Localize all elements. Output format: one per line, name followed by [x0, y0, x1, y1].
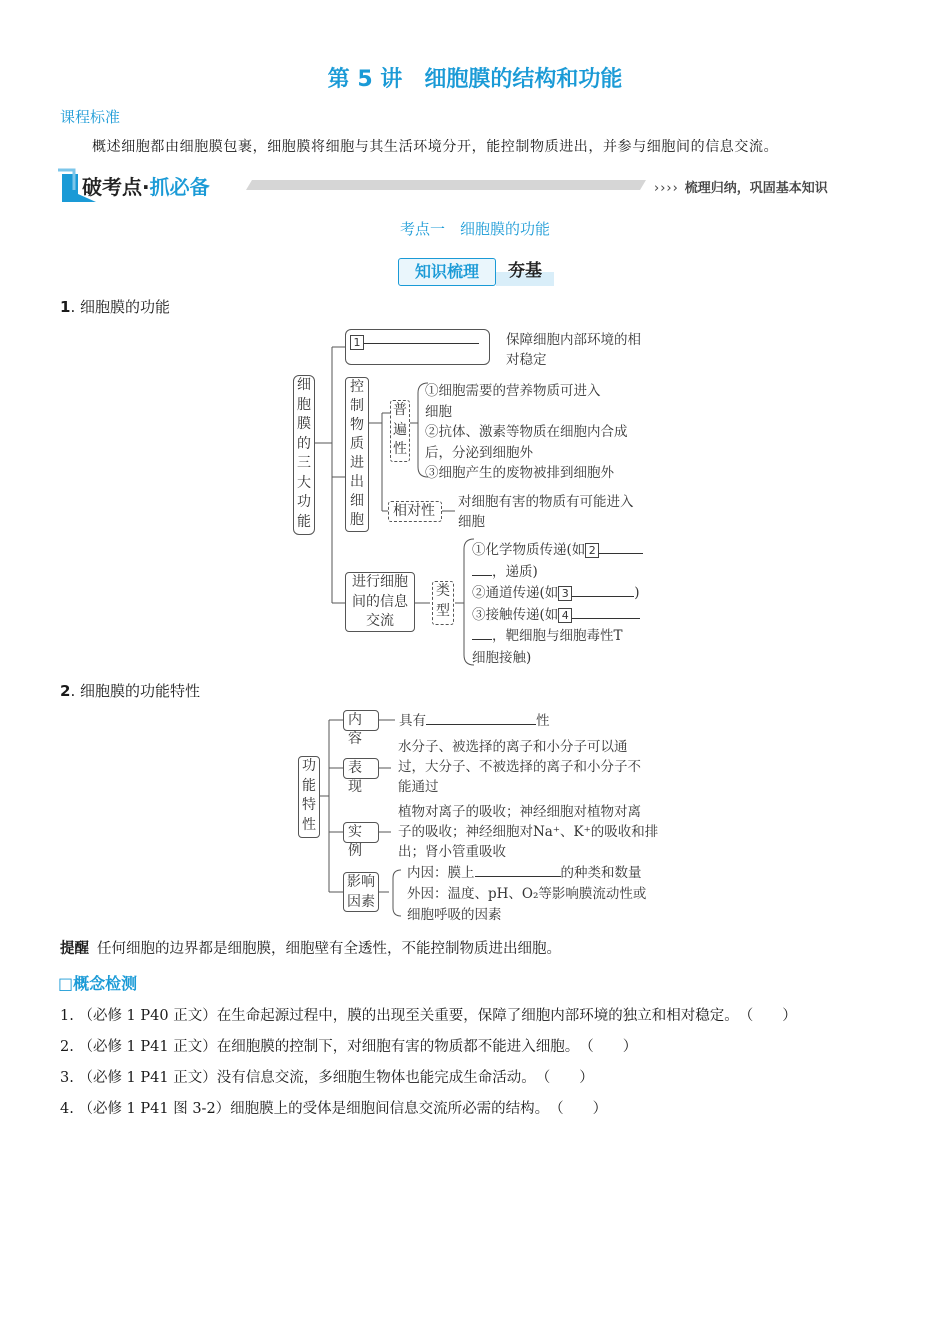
curriculum-label: 课程标准 — [60, 108, 121, 126]
fill-blank-3[interactable] — [572, 583, 634, 597]
curriculum-text: 概述细胞都由细胞膜包裹，细胞膜将细胞与其生活环境分开，能控制物质进出，并参与细胞间的信息交流。 — [92, 139, 779, 155]
blank-number-4: 4 — [558, 608, 572, 623]
question-3: 3. （必修 1 P41 正文）没有信息交流，多细胞生物体也能完成生命活动。（ ） — [60, 1066, 594, 1087]
type-item-1: ①化学物质传递(如 2 — [472, 540, 643, 562]
kaodian-title: 考点一 细胞膜的功能 — [399, 220, 550, 238]
reminder-text: 任何细胞的边界都是细胞膜，细胞壁有全透性，不能控制物质进出细胞。 — [97, 941, 561, 957]
lecture-number: 第 5 讲 — [327, 67, 403, 92]
functional-property-diagram — [295, 708, 665, 930]
concept-check-heading: □概念检测 — [58, 974, 138, 993]
page-title — [0, 62, 950, 93]
blank-number-3: 3 — [558, 586, 572, 601]
section1-heading — [60, 296, 170, 317]
section2-number: 2 — [60, 682, 71, 700]
banner-slogan-group — [654, 177, 828, 196]
root-node-membrane: 细 胞 膜 的 三 大 功 能 — [293, 375, 315, 535]
answer-paren-1[interactable]: （ ） — [738, 1008, 797, 1024]
fill-blank-4b[interactable] — [472, 626, 492, 640]
fill-blank-2a[interactable] — [599, 540, 643, 554]
type-item-3: ③接触传递(如 4 — [472, 605, 643, 627]
relative-desc: 对细胞有害的物质有可能进入 细胞 — [458, 494, 634, 530]
banner-slogan: 梳理归纳，巩固基本知识 — [684, 181, 828, 196]
fill-blank-2b[interactable] — [472, 562, 492, 576]
communication-types — [472, 540, 643, 669]
universal-node: 普 遍 性 — [390, 400, 410, 462]
type-node: 类 型 — [432, 581, 454, 625]
type-item-3-cont: ，靶细胞与细胞毒性T — [472, 626, 643, 648]
reminder-label: 提醒 — [60, 941, 89, 957]
fill-blank-6[interactable] — [475, 863, 561, 877]
lecture-topic: 细胞膜的结构和功能 — [424, 67, 623, 92]
badge-left: 知识梳理 — [398, 258, 496, 286]
badge-right: 夯基 — [496, 258, 554, 286]
question-4: 4. （必修 1 P41 图 3-2）细胞膜上的受体是细胞间信息交流所必需的结构。（ ） — [60, 1097, 607, 1118]
relative-node: 相对性 — [388, 501, 442, 522]
type-item-1-cont: ，递质) — [472, 562, 643, 584]
show-text: 水分子、被选择的离子和小分子可以通 过，大分子、不被选择的离子和小分子不 能通过 — [398, 739, 641, 795]
factor-node: 影响 因素 — [343, 872, 379, 912]
example-node: 实例 — [343, 822, 379, 843]
blank-number-1: 1 — [350, 335, 364, 350]
reminder — [60, 937, 561, 958]
section2-heading — [60, 680, 200, 701]
branch3-communication-node: 进行细胞 间的信息 交流 — [345, 572, 415, 632]
banner-arrows: ›››› — [654, 181, 679, 196]
outer-factor: 外因：温度、pH、O₂等影响膜流动性或 细胞呼吸的因素 — [407, 886, 647, 923]
answer-paren-3[interactable]: （ ） — [535, 1070, 594, 1086]
content-text: 具有 性 — [399, 713, 550, 729]
blank-number-2: 2 — [585, 543, 599, 558]
root-node-property: 功 能 特 性 — [298, 756, 320, 838]
section2-title: . 细胞膜的功能特性 — [70, 682, 200, 700]
membrane-function-diagram — [290, 325, 670, 670]
inner-factor: 内因：膜上 的种类和数量 — [407, 865, 642, 881]
answer-paren-4[interactable]: （ ） — [549, 1101, 608, 1117]
branch1-desc: 保障细胞内部环境的相 对稳定 — [506, 332, 641, 368]
answer-paren-2[interactable]: （ ） — [579, 1039, 638, 1055]
fill-blank-1[interactable] — [364, 330, 479, 344]
type-item-3-end: 细胞接触) — [472, 649, 532, 666]
show-node: 表现 — [343, 758, 379, 779]
banner-stripe — [246, 180, 646, 190]
example-text: 植物对离子的吸收；神经细胞对植物对离 子的吸收；神经细胞对Na⁺、K⁺的吸收和排 出；肾小管重吸收 — [398, 804, 659, 860]
factor-text — [407, 863, 646, 926]
branch1-blank-box — [345, 329, 490, 365]
question-1: 1. （必修 1 P40 正文）在生命起源过程中，膜的出现至关重要，保障了细胞内部环境的独立和相对稳定。（ ） — [60, 1004, 797, 1025]
branch2-control-node: 控 制 物 质 进 出 细 胞 — [345, 377, 369, 532]
section1-title: . 细胞膜的功能 — [70, 298, 170, 316]
universal-items: ①细胞需要的营养物质可进入 细胞 ②抗体、激素等物质在细胞内合成 后，分泌到细胞外 ③细胞产生的废物被排到细胞外 — [425, 383, 628, 481]
content-node: 内容 — [343, 710, 379, 731]
fill-blank-4a[interactable] — [572, 605, 640, 619]
question-2: 2. （必修 1 P41 正文）在细胞膜的控制下，对细胞有害的物质都不能进入细胞。（ ） — [60, 1035, 637, 1056]
fill-blank-5[interactable] — [426, 711, 536, 725]
knowledge-badge — [398, 258, 554, 286]
section1-number: 1 — [60, 298, 71, 316]
section-banner — [56, 168, 866, 208]
type-item-2: ②通道传递(如 3 ) — [472, 585, 640, 601]
banner-title: 破考点·抓必备 — [82, 175, 210, 199]
